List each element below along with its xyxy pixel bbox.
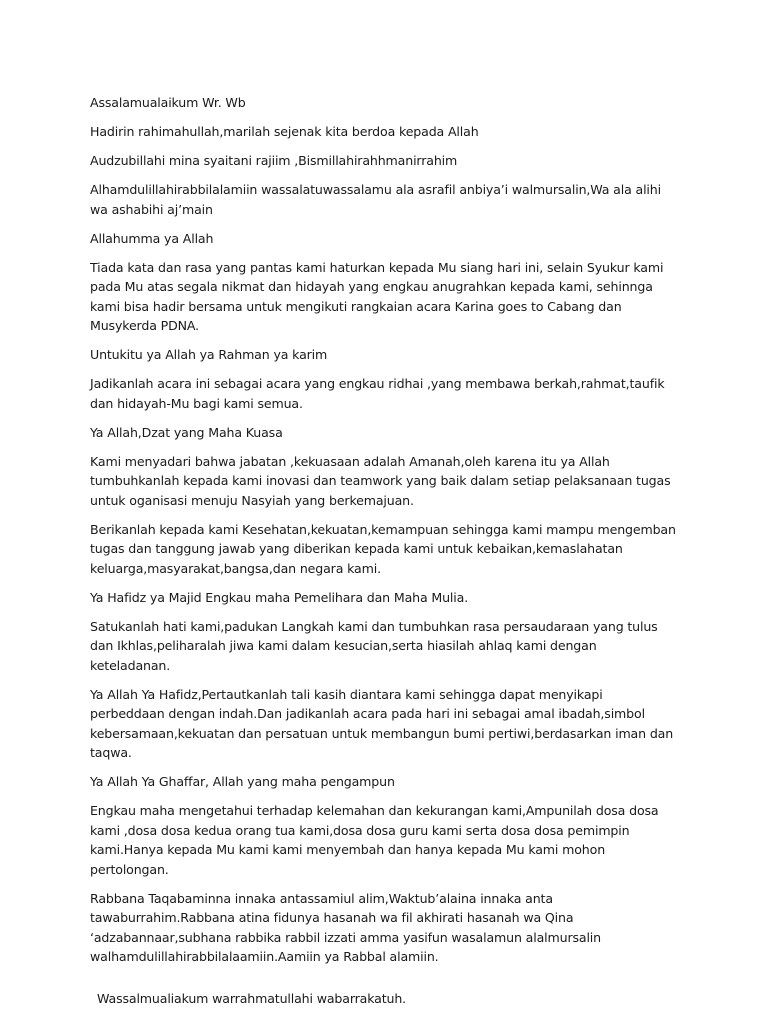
paragraph: Alhamdulillahirabbilalamiin wassalatuwassalamu ala asrafil anbiya’i walmursalin,Wa ala alihi wa ashabihi aj’main — [90, 182, 661, 217]
paragraph: Kami menyadari bahwa jabatan ,kekuasaan adalah Amanah,oleh karena itu ya Allah tumbuhkanlah kepada kami inovasi dan teamwork yang baik dalam setiap pelaksanaan tugas untuk oganisasi menuju Nasyiah yang berkemajuan. — [90, 453, 671, 508]
paragraph: Allahumma ya Allah — [90, 230, 214, 246]
document-body — [90, 93, 680, 1018]
paragraph: Satukanlah hati kami,padukan Langkah kami dan tumbuhkan rasa persaudaraan yang tulus dan Ikhlas,peliharalah jiwa kami dalam kesucian,serta hiasilah ahlaq kami dengan keteladanan. — [90, 618, 658, 673]
paragraph: Hadirin rahimahullah,marilah sejenak kita berdoa kepada Allah — [90, 124, 479, 139]
paragraph: Ya Allah Ya Hafidz,Pertautkanlah tali kasih diantara kami sehingga dapat menyikapi perbeddaan dengan indah.Dan jadikanlah acara pada hari ini sebagai amal ibadah,simbol kebersamaan,kekuatan dan persatuan untuk membangun bumi pertiwi,berdasarkan iman dan taqwa. — [90, 686, 674, 760]
paragraph: Berikanlah kepada kami Kesehatan,kekuatan,kemampuan sehingga kami mampu mengemban tugas dan tanggung jawab yang diberikan kepada kami untuk kebaikan,kemaslahatan keluarga,masyarakat,bangsa,dan negara kami. — [90, 521, 676, 576]
closing-greeting: Wassalmualiakum warrahmatullahi wabarrakatuh. — [97, 990, 407, 1006]
paragraph: Ya Allah,Dzat yang Maha Kuasa — [90, 424, 283, 440]
paragraph: Rabbana Taqabaminna innaka antassamiul alim,Waktub’alaina innaka anta tawaburrahim.Rabbana atina fidunya hasanah wa fil akhirati hasanah wa Qina ‘adzabannaar,subhana rabbika rabbil izzati amma yasifun wasalamun alalmursalin walhamdulillahirabbilalaamiin.Aamiin ya Rabbal alamiin. — [90, 890, 601, 964]
greeting: Assalamualaikum Wr. Wb — [90, 95, 246, 110]
paragraph: Untukitu ya Allah ya Rahman ya karim — [90, 347, 328, 362]
paragraph: Ya Hafidz ya Majid Engkau maha Pemelihara dan Maha Mulia. — [90, 589, 469, 605]
paragraph: Engkau maha mengetahui terhadap kelemahan dan kekurangan kami,Ampunilah dosa dosa kami ,dosa dosa kedua orang tua kami,dosa dosa guru kami serta dosa dosa pemimpin kami.Hanya kepada Mu kami kami menyembah dan hanya kepada Mu kami mohon pertolongan. — [90, 803, 659, 877]
paragraph: Jadikanlah acara ini sebagai acara yang engkau ridhai ,yang membawa berkah,rahmat,taufik dan hidayah-Mu bagi kami semua. — [90, 376, 665, 411]
paragraph: Audzubillahi mina syaitani rajiim ,Bismillahirahhmanirrahim — [90, 153, 458, 168]
paragraph: Tiada kata dan rasa yang pantas kami haturkan kepada Mu siang hari ini, selain Syukur kami pada Mu atas segala nikmat dan hidayah yang engkau anugrahkan kepada kami, sehinnga kami bisa hadir bersama untuk mengikuti rangkaian acara Karina goes to Cabang dan Musykerda PDNA. — [90, 259, 664, 333]
paragraph: Ya Allah Ya Ghaffar, Allah yang maha pengampun — [90, 774, 395, 789]
